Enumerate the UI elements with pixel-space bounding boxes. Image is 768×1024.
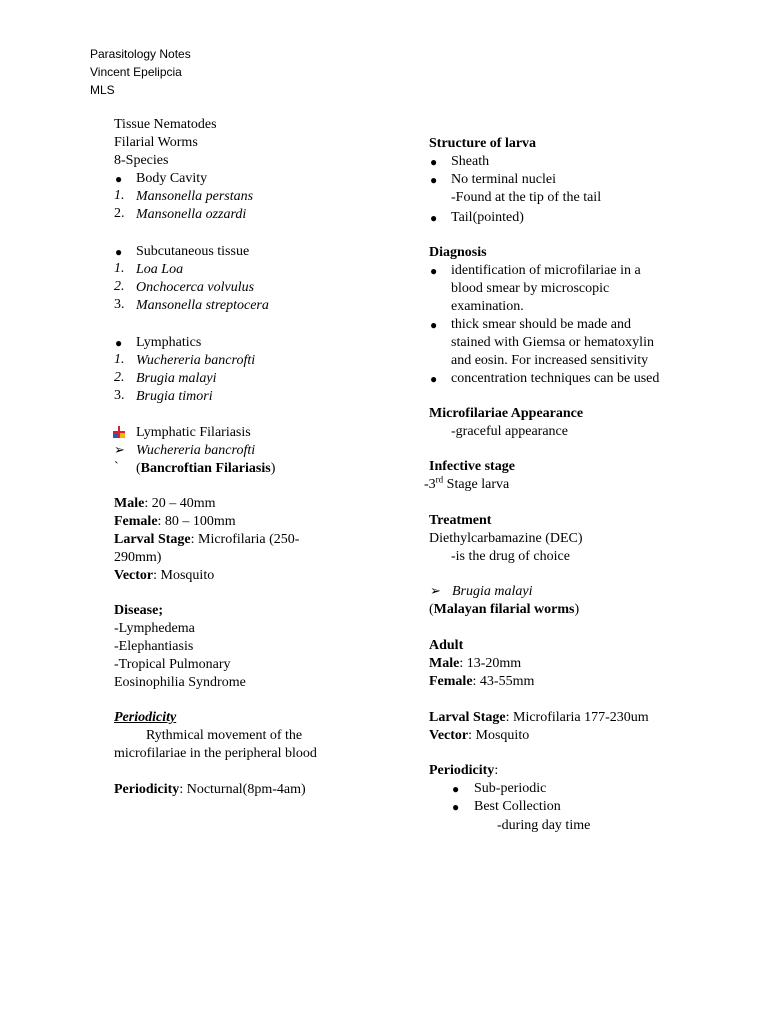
treatment-drug: Diethylcarbamazine (DEC) [429, 531, 583, 546]
diagnosis-heading: Diagnosis [429, 245, 487, 260]
structure-item: Tail(pointed) [451, 210, 524, 225]
species-item: Mansonella streptocera [136, 298, 269, 313]
adult-heading: Adult [429, 638, 464, 653]
disease-item: -Lymphedema [114, 621, 195, 636]
bullet-icon: ● [452, 800, 460, 814]
bullet-icon: ● [430, 155, 438, 169]
bullet-icon: ● [430, 318, 438, 332]
topic-heading: Tissue Nematodes [114, 117, 217, 132]
larval-stage-cont: 290mm) [114, 550, 162, 565]
infective-value: -3rd Stage larva [424, 474, 510, 492]
bullet-icon: ● [115, 245, 123, 259]
treatment-heading: Treatment [429, 513, 492, 528]
larval-stage-brugia: Larval Stage: Microfilaria 177-230um [429, 710, 649, 725]
structure-heading: Structure of larva [429, 136, 537, 151]
disease-item: -Elephantiasis [114, 639, 194, 654]
group-label-body-cavity: Body Cavity [136, 171, 208, 186]
bullet-icon: ● [115, 172, 123, 186]
colored-bullet-icon [113, 426, 125, 438]
bullet-icon: ● [430, 211, 438, 225]
species-item: Mansonella ozzardi [136, 207, 247, 222]
disease-heading: Disease; [114, 603, 163, 618]
disease-item: Eosinophilia Syndrome [114, 675, 246, 690]
appearance-heading: Microfilariae Appearance [429, 406, 584, 421]
bullet-icon: ● [430, 372, 438, 386]
lymphatic-filariasis-label: Lymphatic Filariasis [136, 425, 251, 440]
author-name: Vincent Epelipcia [90, 65, 182, 79]
bullet-icon: ● [430, 264, 438, 278]
periodicity-definition-cont: microfilariae in the peripheral blood [114, 746, 317, 761]
species-item: Brugia timori [136, 389, 213, 404]
list-number: 1. [114, 188, 125, 203]
infective-heading: Infective stage [429, 459, 515, 474]
diagnosis-item: thick smear should be made and [451, 317, 632, 332]
adult-male: Male: 13-20mm [429, 656, 522, 671]
diagnosis-item-cont: blood smear by microscopic [451, 281, 610, 296]
diagnosis-item-cont: and eosin. For increased sensitivity [451, 353, 649, 368]
bullet-icon: ● [452, 782, 460, 796]
species-item: Wuchereria bancrofti [136, 353, 256, 368]
bullet-icon: ● [430, 173, 438, 187]
larval-stage: Larval Stage: Microfilaria (250- [114, 532, 300, 547]
bullet-icon: ● [115, 336, 123, 350]
diagnosis-item-cont: examination. [451, 299, 524, 314]
adult-female: Female: 43-55mm [429, 674, 535, 689]
periodicity-value: Periodicity: Nocturnal(8pm-4am) [114, 782, 306, 797]
list-number: 2. [114, 279, 125, 294]
vector-brugia: Vector: Mosquito [429, 728, 530, 743]
species-item: Onchocerca volvulus [136, 280, 255, 295]
subtopic-heading: Filarial Worms [114, 135, 198, 150]
bancroftian-filariasis: Bancroftian Filariasis [140, 461, 271, 476]
species-brugia: Brugia malayi [452, 584, 533, 599]
arrow-bullet-icon: ➢ [114, 442, 125, 457]
list-number: 1. [114, 261, 125, 276]
arrow-bullet-icon: ➢ [430, 583, 441, 598]
periodicity-heading: Periodicity [114, 710, 177, 725]
periodicity-item: Sub-periodic [474, 781, 547, 796]
malayan-line: (Malayan filarial worms) [429, 602, 580, 617]
structure-note: -Found at the tip of the tail [451, 190, 602, 205]
species-wuchereria: Wuchereria bancrofti [136, 443, 256, 458]
appearance-value: -graceful appearance [451, 424, 568, 439]
diagnosis-item: identification of microfilariae in a [451, 263, 641, 278]
male-size: Male: 20 – 40mm [114, 496, 216, 511]
periodicity-item: Best Collection [474, 799, 561, 814]
list-number: 3. [114, 297, 125, 312]
structure-item: Sheath [451, 154, 490, 169]
structure-item: No terminal nuclei [451, 172, 556, 187]
notes-title: Parasitology Notes [90, 47, 191, 61]
vector: Vector: Mosquito [114, 568, 215, 583]
diagnosis-item-cont: stained with Giemsa or hematoxylin [451, 335, 654, 350]
list-number: 1. [114, 352, 125, 367]
treatment-note: -is the drug of choice [451, 549, 570, 564]
malayan-filarial-worms: Malayan filarial worms [433, 602, 575, 617]
female-size: Female: 80 – 100mm [114, 514, 236, 529]
periodicity-brugia-heading: Periodicity: [429, 763, 499, 778]
group-label-lymphatics: Lymphatics [136, 335, 202, 350]
list-number: 3. [114, 388, 125, 403]
author-degree: MLS [90, 83, 115, 97]
species-item: Brugia malayi [136, 371, 217, 386]
list-number: 2. [114, 370, 125, 385]
disease-item: -Tropical Pulmonary [114, 657, 231, 672]
backtick-mark: ` [114, 460, 119, 475]
periodicity-definition: Rythmical movement of the [146, 728, 303, 743]
bancroftian-line: (Bancroftian Filariasis) [136, 461, 276, 476]
group-label-subcutaneous: Subcutaneous tissue [136, 244, 250, 259]
species-item: Loa Loa [136, 262, 184, 277]
species-count: 8-Species [114, 153, 169, 168]
list-number: 2. [114, 206, 125, 221]
species-item: Mansonella perstans [136, 189, 254, 204]
collection-note: -during day time [497, 818, 591, 833]
diagnosis-item: concentration techniques can be used [451, 371, 660, 386]
